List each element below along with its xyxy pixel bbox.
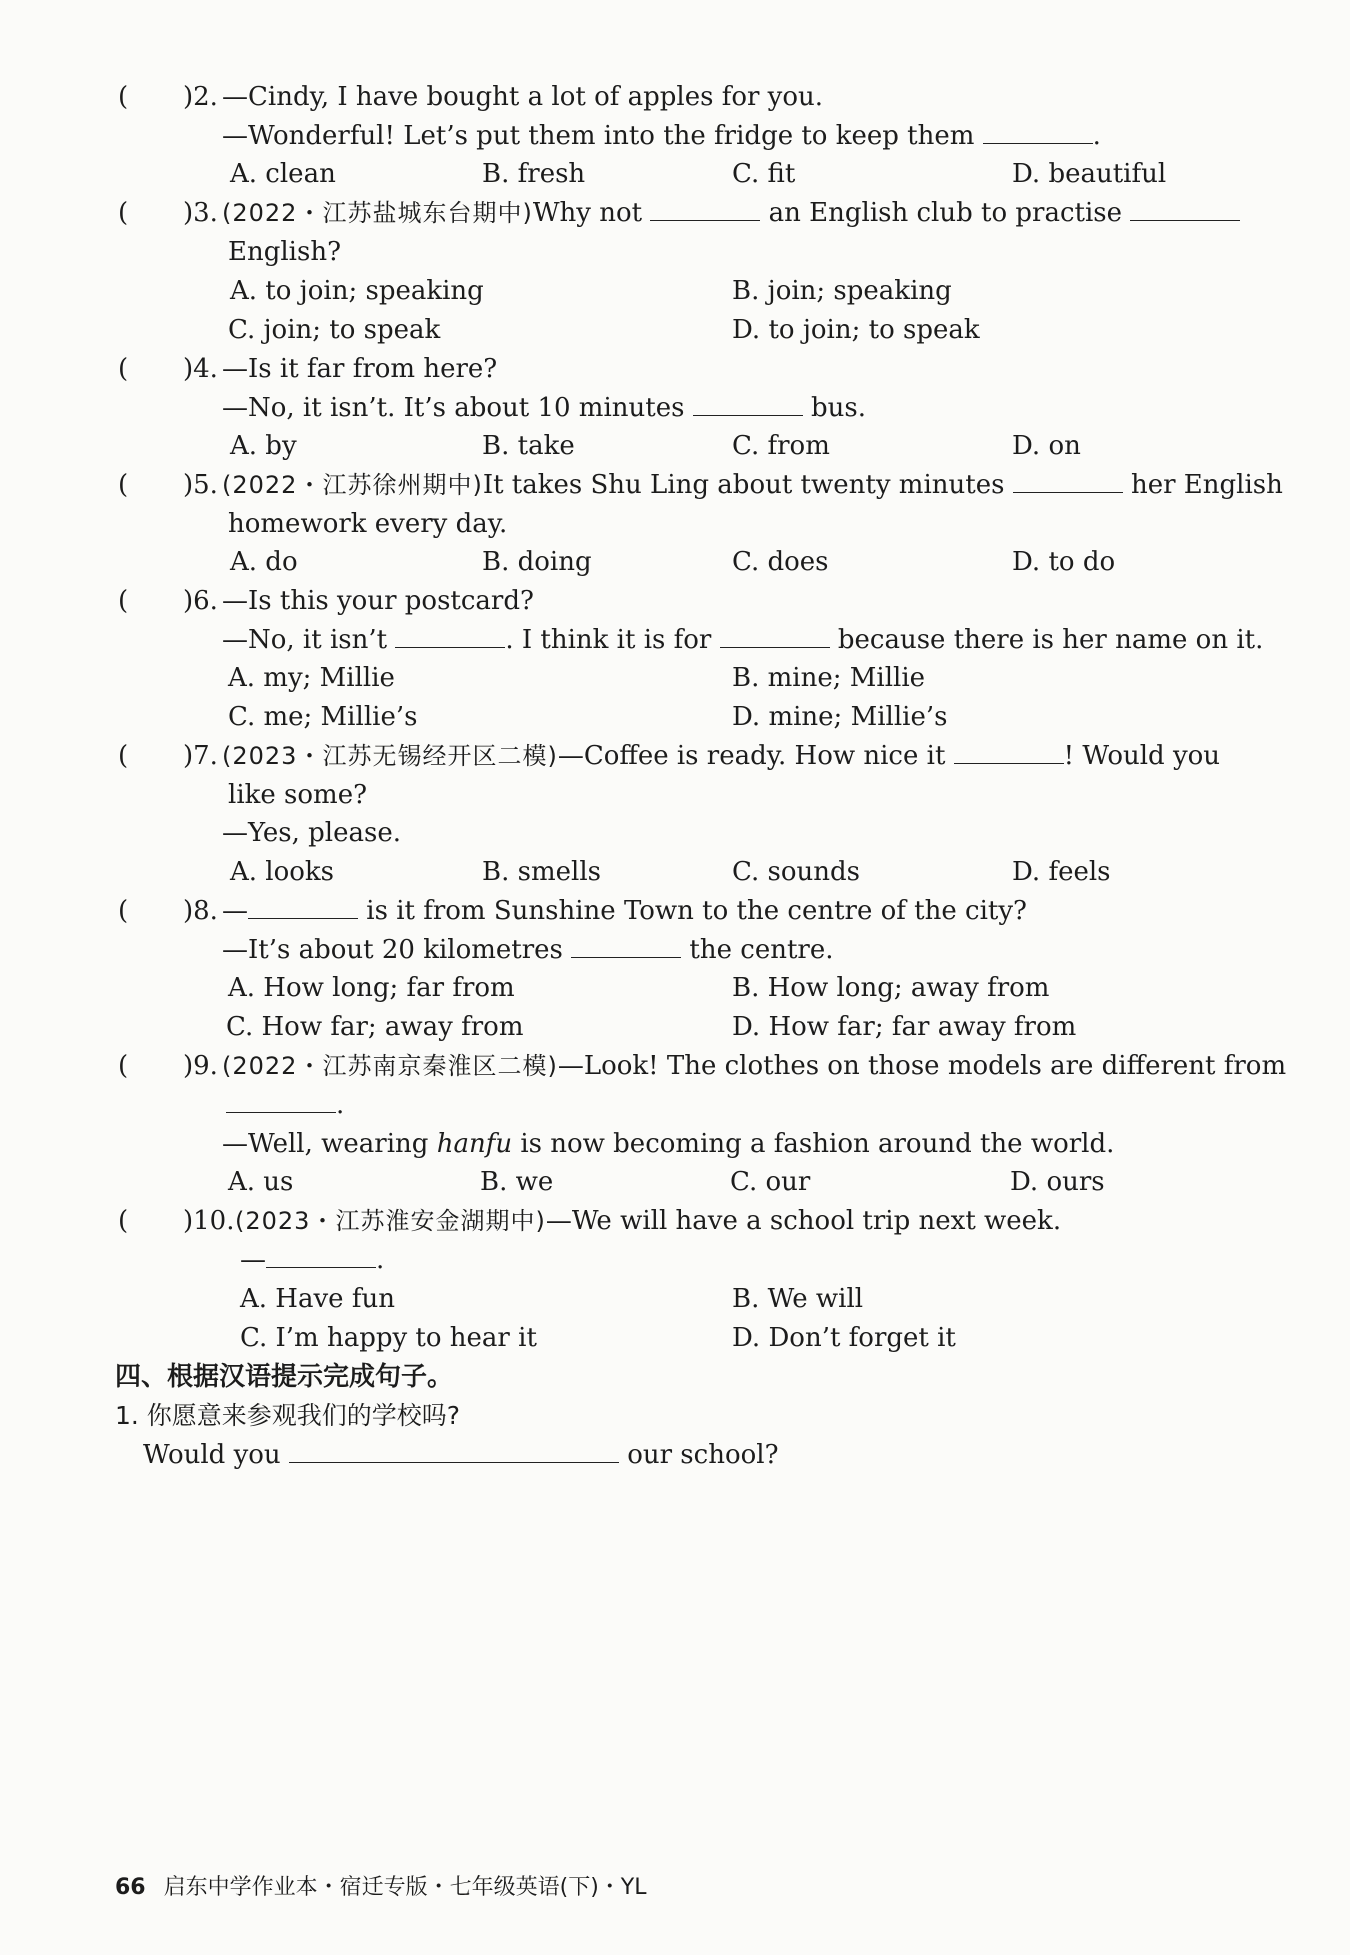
question-number: )4. [183,354,218,384]
option-b: B. we [480,1167,554,1197]
question-text: —Is it far from here? [222,354,498,384]
question-number: )6. [183,586,218,616]
option-c: C. join; to speak [228,315,441,345]
option-c: C. does [732,547,829,577]
text-segment: ! Would you [1063,741,1221,771]
answer-blank[interactable] [983,119,1093,144]
question-text: English? [228,237,342,267]
answer-blank[interactable] [226,1088,336,1113]
answer-blank[interactable] [395,623,505,648]
option-a: A. clean [230,159,336,189]
question-text [222,894,1027,928]
option-c: C. I’m happy to hear it [240,1323,537,1353]
option-d: D. Don’t forget it [732,1323,956,1353]
answer-blank[interactable] [650,196,760,221]
text-segment: our school? [618,1440,779,1470]
question-source: (2022・江苏盐城东台期中) [222,199,533,227]
answer-paren[interactable]: ( [118,741,129,771]
text-segment: bus. [802,393,866,423]
text-segment: It takes Shu Ling about twenty minutes [482,470,1013,500]
question-source: (2023・江苏淮安金湖期中) [235,1207,546,1235]
text-segment: —It’s about 20 kilometres [222,935,572,965]
text-segment: — [222,896,248,926]
question-source: (2022・江苏南京秦淮区二模) [222,1052,558,1080]
answer-blank[interactable] [954,739,1064,764]
answer-blank[interactable] [571,933,681,958]
text-segment: —Coffee is ready. How nice it [557,741,954,771]
question-text: —Yes, please. [222,818,402,848]
question-text [226,1088,344,1122]
question-number: )3. [183,198,218,228]
option-b: B. doing [482,547,592,577]
option-d: D. mine; Millie’s [732,702,948,732]
text-segment: —We will have a school trip next week. [545,1206,1062,1236]
option-d: D. beautiful [1012,159,1167,189]
option-c: C. me; Millie’s [228,702,418,732]
question-number: )5. [183,470,218,500]
answer-blank[interactable] [266,1243,376,1268]
question-number: )7. [183,741,218,771]
question-text [240,1243,384,1277]
question-source: (2022・江苏徐州期中) [222,471,483,499]
text-segment: —Well, wearing [222,1129,437,1159]
text-segment: . [1092,121,1101,151]
question-text [222,1049,1286,1083]
answer-blank[interactable] [693,391,803,416]
question-text: like some? [228,780,368,810]
italic-term: hanfu [436,1129,513,1159]
prompt-chinese: 1. 你愿意来参观我们的学校吗? [115,1401,461,1430]
text-segment: . [376,1245,385,1275]
answer-blank[interactable] [248,894,358,919]
book-title: 启东中学作业本・宿迁专版・七年级英语(下)・YL [163,1875,647,1900]
answer-paren[interactable]: ( [118,896,129,926]
option-a: A. my; Millie [228,663,395,693]
option-a: A. Have fun [240,1284,395,1314]
answer-paren[interactable]: ( [118,586,129,616]
option-c: C. fit [732,159,796,189]
answer-paren[interactable]: ( [118,82,129,112]
answer-blank[interactable] [289,1438,619,1463]
question-text [222,739,1220,773]
option-a: A. us [228,1167,294,1197]
option-a: A. looks [230,857,335,887]
option-d: D. on [1012,431,1081,461]
question-text [222,623,1263,657]
answer-paren[interactable]: ( [118,470,129,500]
answer-blank[interactable] [720,623,830,648]
question-text: —Cindy, I have bought a lot of apples for you. [222,82,824,112]
option-b: B. take [482,431,575,461]
option-c: C. sounds [732,857,860,887]
text-segment: Why not [532,198,651,228]
text-segment: . I think it is for [505,625,720,655]
option-d: D. feels [1012,857,1111,887]
option-b: B. mine; Millie [732,663,926,693]
option-d: D. How far; far away from [732,1012,1077,1042]
question-number: )8. [183,896,218,926]
text-segment: —Look! The clothes on those models are different from [557,1051,1287,1081]
text-segment: is now becoming a fashion around the world. [512,1129,1115,1159]
answer-paren[interactable]: ( [118,198,129,228]
text-segment: —Wonderful! Let’s put them into the fridge to keep them [222,121,983,151]
text-segment: — [240,1245,266,1275]
question-text [222,468,1283,502]
page-number: 66 [115,1875,146,1900]
option-c: C. our [730,1167,811,1197]
option-d: D. to join; to speak [732,315,980,345]
question-text: —Is this your postcard? [222,586,534,616]
option-c: C. How far; away from [226,1012,524,1042]
text-segment: . [336,1090,345,1120]
text-segment: Would you [143,1440,289,1470]
option-a: A. by [230,431,297,461]
question-text [222,391,866,425]
page-footer [115,1870,647,1901]
option-b: B. join; speaking [732,276,952,306]
option-a: A. to join; speaking [230,276,484,306]
answer-paren[interactable]: ( [118,1206,129,1236]
text-segment: —No, it isn’t. It’s about 10 minutes [222,393,693,423]
option-c: C. from [732,431,830,461]
question-text: homework every day. [228,509,508,539]
question-text [235,1204,1061,1238]
question-text [222,119,1101,153]
option-d: D. ours [1010,1167,1105,1197]
answer-blank[interactable] [1130,196,1240,221]
question-text [222,196,1240,230]
answer-paren[interactable]: ( [118,354,129,384]
option-b: B. How long; away from [732,973,1050,1003]
question-text [222,1127,1114,1161]
option-a: A. How long; far from [228,973,515,1003]
text-segment: the centre. [681,935,834,965]
sentence-fill [143,1438,779,1472]
option-b: B. fresh [482,159,586,189]
option-b: B. We will [732,1284,864,1314]
question-number: )10. [183,1206,235,1236]
question-source: (2023・江苏无锡经开区二模) [222,742,558,770]
text-segment: —No, it isn’t [222,625,396,655]
question-number: )9. [183,1051,218,1081]
answer-paren[interactable]: ( [118,1051,129,1081]
option-d: D. to do [1012,547,1116,577]
option-a: A. do [230,547,298,577]
section-title: 四、根据汉语提示完成句子。 [115,1362,454,1392]
option-b: B. smells [482,857,601,887]
text-segment: is it from Sunshine Town to the centre of the city? [358,896,1027,926]
text-segment: her English [1122,470,1283,500]
question-number: )2. [183,82,218,112]
text-segment: an English club to practise [760,198,1131,228]
question-text [222,933,834,967]
answer-blank[interactable] [1013,468,1123,493]
text-segment: because there is her name on it. [829,625,1264,655]
